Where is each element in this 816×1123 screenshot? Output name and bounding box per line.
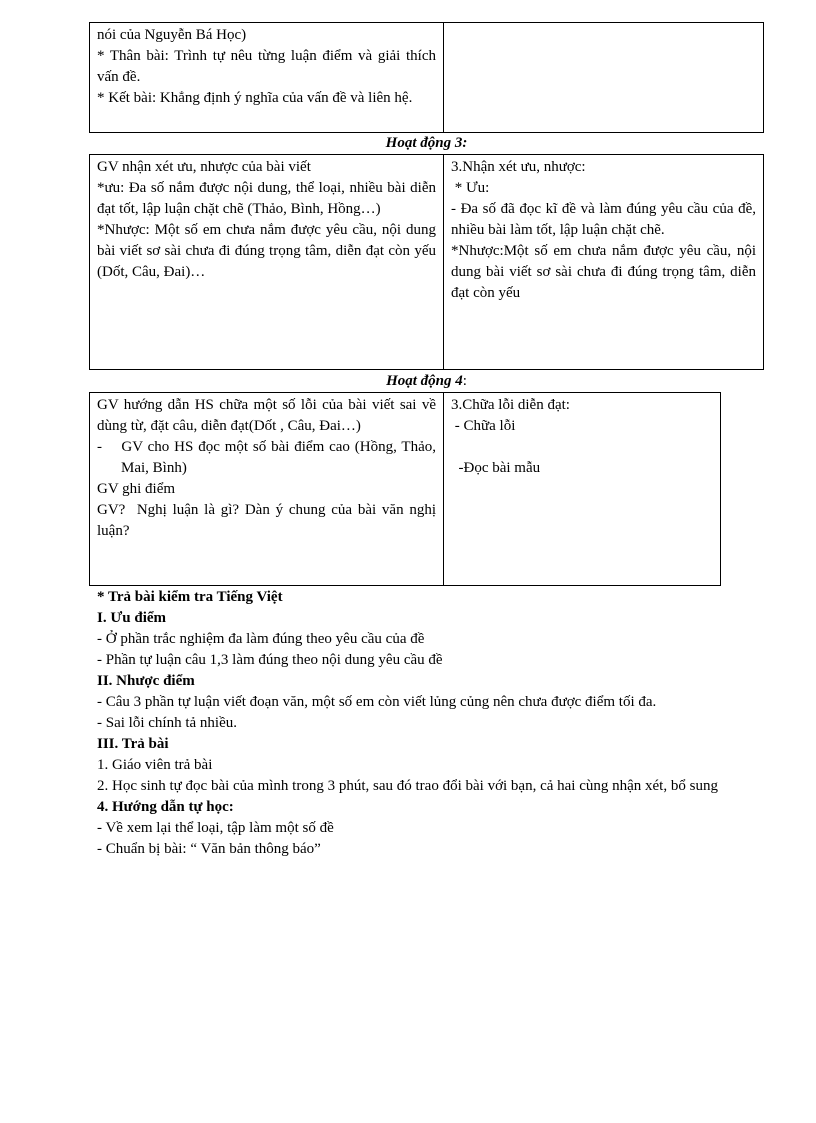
activity4-left-item: - GV cho HS đọc một số bài điểm cao (Hồng, Thảo, Mai, Bình) [97, 439, 440, 476]
sec4-line: - Chuẩn bị bài: “ Văn bản thông báo” [97, 841, 321, 857]
activity4-left-note: GV ghi điểm [97, 481, 176, 497]
activity3-left-line: *Nhược: Một số em chưa nắm được yêu cầu, nội dung bài viết sơ sài chưa đi đúng trọng tâm, diễn đạt còn yếu (Dốt, Câu, Đai)… [97, 222, 436, 280]
activity3-right-cell [443, 154, 764, 370]
activity3-left-line: GV nhận xét ưu, nhược của bài viết [97, 159, 311, 175]
table1-left-cell [89, 22, 444, 133]
activity3-right-line: - Đa số đã đọc kĩ đề và làm đúng yêu cầu của đề, nhiều bài làm tốt, lập luận chặt chẽ. [451, 201, 756, 238]
sec1-line: - Ở phần trắc nghiệm đa làm đúng theo yêu cầu của đề [97, 631, 425, 647]
sec3-line: 1. Giáo viên trả bài [97, 757, 213, 773]
sec4-title: 4. Hướng dẫn tự học: [97, 799, 234, 815]
activity4-left-question: GV? Nghị luận là gì? Dàn ý chung của bài văn nghị luận? [97, 502, 440, 539]
sec3-title: III. Trả bài [97, 736, 169, 752]
table1-line: * Thân bài: Trình tự nêu từng luận điểm và giải thích vấn đề. [97, 48, 436, 85]
sec2-line: - Sai lỗi chính tả nhiều. [97, 715, 237, 731]
activity4-right-line: -Đọc bài mẫu [451, 460, 541, 476]
sec1-title: I. Ưu điểm [97, 610, 167, 626]
activity4-heading [89, 371, 764, 392]
sec2-title: II. Nhược điểm [97, 673, 195, 689]
activity4-left-intro: GV hướng dẫn HS chữa một số lỗi của bài viết sai về dùng từ, đặt câu, diễn đạt(Dốt , Câu, Đai…) [97, 397, 436, 434]
table1-line: * Kết bài: Khẳng định ý nghĩa của vấn đề và liên hệ. [97, 90, 413, 106]
activity4-heading-text: Hoạt động 4 [386, 373, 463, 389]
activity3-right-line: * Ưu: [451, 180, 490, 196]
activity3-right-line: *Nhược:Một số em chưa nắm được yêu cầu, nội dung bài viết sơ sài chưa đi đúng trọng tâm, diễn đạt còn yếu [451, 243, 756, 301]
sec2-line: - Câu 3 phần tự luận viết đoạn văn, một số em còn viết lủng củng nên chưa được điểm tối đa. [97, 694, 657, 710]
review-title: * Trả bài kiểm tra Tiếng Việt [97, 589, 283, 605]
sec3-line: 2. Học sinh tự đọc bài của mình trong 3 phút, sau đó trao đổi bài với bạn, cả hai cùng nhận xét, bổ sung [97, 778, 718, 794]
sec1-line: - Phần tự luận câu 1,3 làm đúng theo nội dung yêu cầu đề [97, 652, 443, 668]
activity4-right-cell [443, 392, 721, 586]
activity4-heading-colon: : [462, 373, 467, 389]
activity3-heading: Hoạt động 3: [385, 135, 468, 151]
activity4-right-line: - Chữa lỗi [451, 418, 516, 434]
activity4-right-line: 3.Chữa lỗi diễn đạt: [451, 397, 570, 413]
activity4-right-line [451, 437, 713, 458]
activity3-left-cell [89, 154, 444, 370]
sec4-line: - Về xem lại thể loại, tập làm một số đề [97, 820, 334, 836]
activity4-left-cell [89, 392, 444, 586]
table1-line: nói của Nguyễn Bá Học) [97, 27, 247, 43]
review-section [97, 587, 783, 860]
activity3-right-line: 3.Nhận xét ưu, nhược: [451, 159, 586, 175]
activity3-left-line: *ưu: Đa số nắm được nội dung, thể loại, nhiều bài diễn đạt tốt, lập luận chặt chẽ (Thảo, Bình, Hồng…) [97, 180, 436, 217]
table1-right-cell [443, 22, 764, 133]
